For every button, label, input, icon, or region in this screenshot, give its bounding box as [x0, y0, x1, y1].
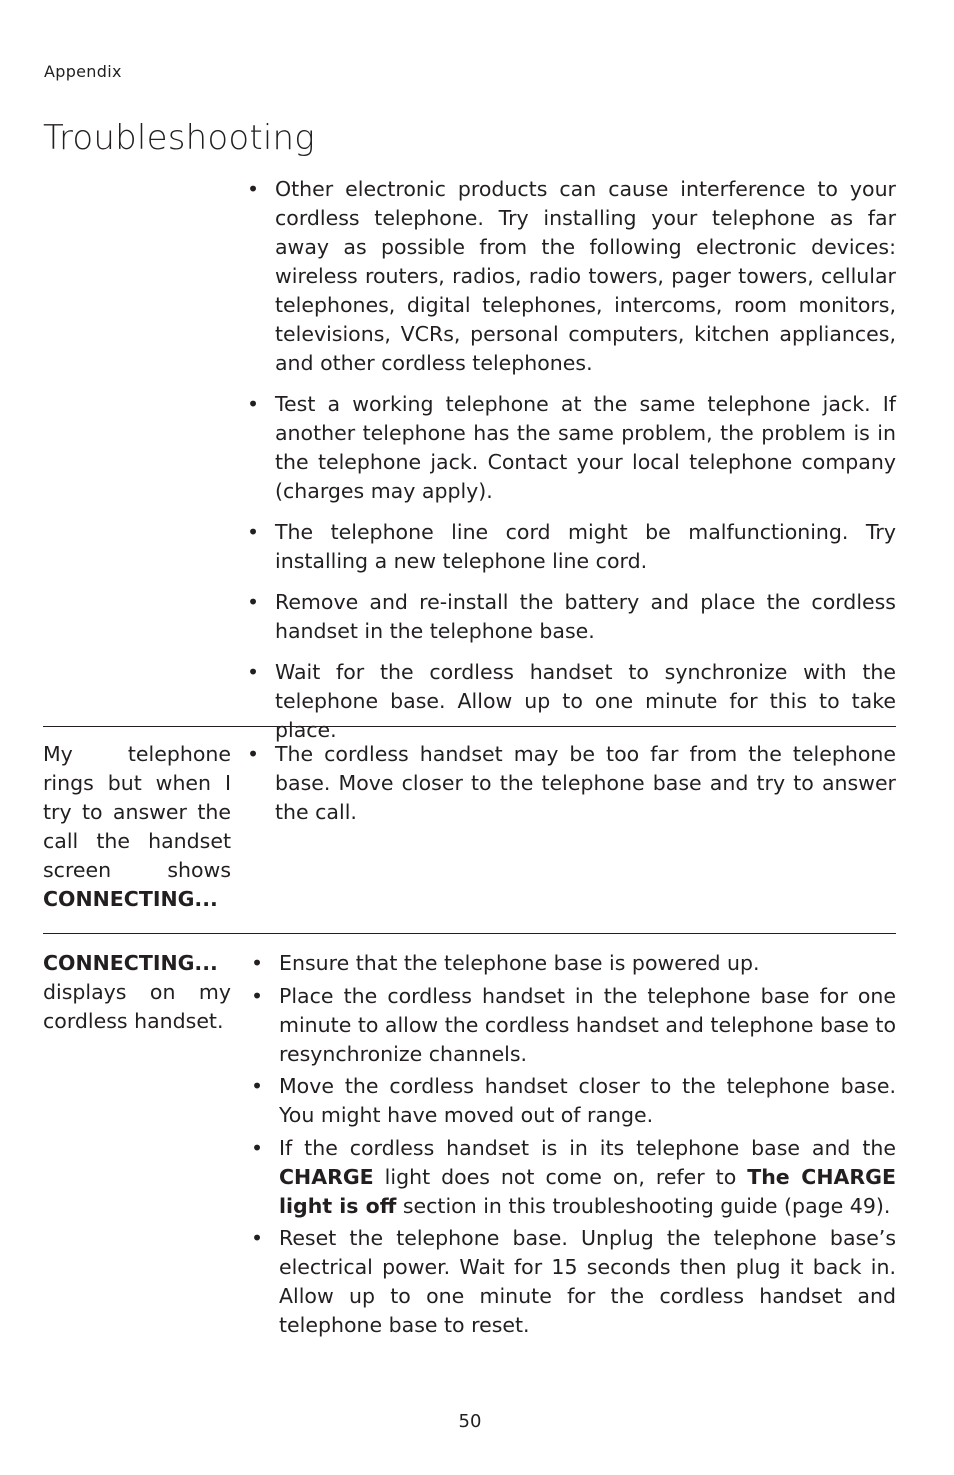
list-item: • The telephone line cord might be malfunctioning. Try installing a new telephone line cord.	[246, 518, 896, 576]
problem-description	[43, 740, 231, 914]
list-item: • Wait for the cordless handset to synchronize with the telephone base. Allow up to one minute for this to take place.	[246, 658, 896, 745]
connecting-display-solutions-list	[250, 949, 896, 1344]
page-number: 50	[458, 1411, 482, 1432]
problem-description	[43, 949, 231, 1036]
connecting-status-text: CONNECTING...	[43, 951, 218, 975]
problem-text: My telephone rings but when I try to answer the call the handset screen shows	[43, 742, 231, 882]
text-run: section in this troubleshooting guide (page 49).	[402, 1193, 891, 1218]
list-item: • Place the cordless handset in the telephone base for one minute to allow the cordless handset and telephone base to resynchronize channels.	[250, 982, 896, 1069]
list-item: • The cordless handset may be too far from the telephone base. Move closer to the telephone base and try to answer the call.	[246, 740, 896, 827]
text-run: light does not come on, refer to	[384, 1164, 737, 1189]
charge-light-label: CHARGE	[279, 1164, 374, 1189]
list-item	[250, 1134, 896, 1221]
list-item: • Test a working telephone at the same telephone jack. If another telephone has the same problem, the problem is in the telephone jack. Contact your local telephone company (charges may apply).	[246, 390, 896, 506]
list-item: • Reset the telephone base. Unplug the telephone base’s electrical power. Wait for 15 seconds then plug it back in. Allow up to one minute for the cordless handset and telephone base to reset.	[250, 1224, 896, 1340]
interference-solutions-list	[246, 175, 896, 757]
divider	[43, 726, 896, 727]
text-run: If the cordless handset is in its telephone base and the	[279, 1135, 896, 1160]
list-item: • Move the cordless handset closer to the telephone base. You might have moved out of range.	[250, 1072, 896, 1130]
connecting-status-text: CONNECTING...	[43, 887, 218, 911]
section-reference: The CHARGE light is off	[279, 1164, 896, 1218]
list-item: • Remove and re-install the battery and place the cordless handset in the telephone base.	[246, 588, 896, 646]
list-item: • Other electronic products can cause interference to your cordless telephone. Try installing your telephone as far away as possible from the following electronic devices: wireless routers, radios, radio towers, pager towers, cellular telephones, digital telephones, intercoms, room monitors, televisions, VCRs, personal computers, kitchen appliances, and other cordless telephones.	[246, 175, 896, 378]
section-label: Appendix	[44, 62, 122, 81]
problem-text: displays on my cordless handset.	[43, 980, 231, 1033]
connecting-on-answer-solutions-list	[246, 740, 896, 827]
divider	[43, 933, 896, 934]
page-title: Troubleshooting	[43, 118, 315, 158]
list-item: • Ensure that the telephone base is powered up.	[250, 949, 896, 978]
